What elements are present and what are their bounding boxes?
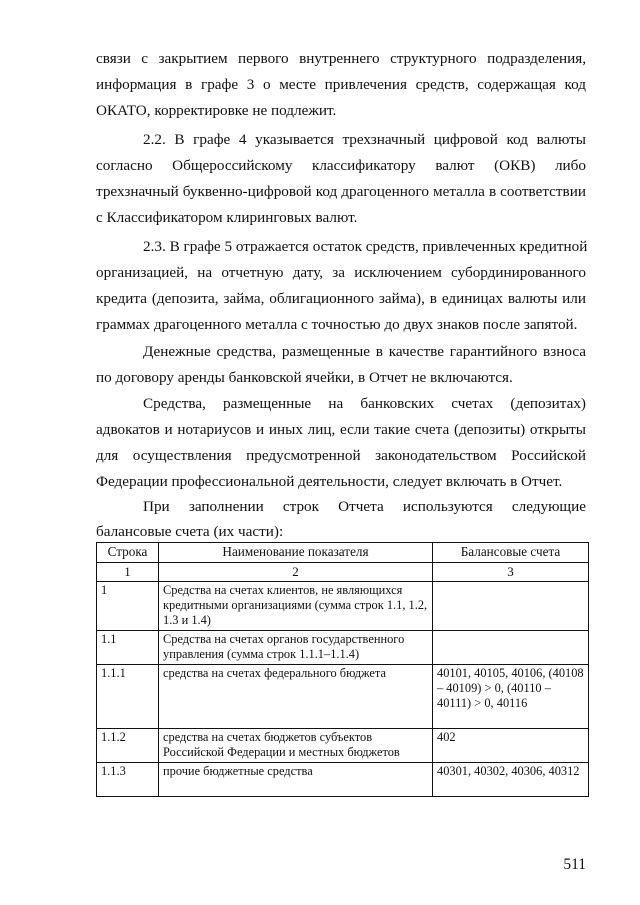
paragraph-line: адвокатов и нотариусов и иных лиц, если такие счета (депозиты) открыты — [96, 421, 586, 438]
row-name: прочие бюджетные средства — [159, 763, 433, 797]
column-number-row — [97, 563, 589, 582]
table-row — [97, 631, 589, 665]
column-number: 1 — [97, 563, 159, 582]
paragraph-line: для осуществления предусмотренной законодательством Российской — [96, 447, 586, 464]
paragraph-line: кредита (депозита, займа, облигационного займа), в единицах валюты или — [96, 290, 586, 307]
column-header-row-code: Строка — [97, 543, 159, 563]
paragraph-line: трехзначный буквенно-цифровой код драгоценного металла в соответствии — [96, 183, 586, 200]
table-row — [97, 729, 589, 763]
row-name: Средства на счетах клиентов, не являющихся кредитными организациями (сумма строк 1.1, 1.2, 1.3 и 1.4) — [159, 582, 433, 631]
paragraph-line: Федерации профессиональной деятельности, следует включать в Отчет. — [96, 473, 563, 490]
paragraph-line: по договору аренды банковской ячейки, в Отчет не включаются. — [96, 369, 513, 386]
paragraph-line: с Классификатором клиринговых валют. — [96, 209, 358, 226]
row-name: средства на счетах федерального бюджета — [159, 665, 433, 729]
paragraph-line: ОКАТО, корректировке не подлежит. — [96, 102, 337, 119]
column-number: 3 — [433, 563, 589, 582]
balance-accounts-table — [96, 542, 589, 797]
row-accounts: 40301, 40302, 40306, 40312 — [433, 763, 589, 797]
row-code: 1.1.2 — [97, 729, 159, 763]
row-code: 1.1.1 — [97, 665, 159, 729]
column-number: 2 — [159, 563, 433, 582]
row-accounts — [433, 631, 589, 665]
paragraph-line: При заполнении строк Отчета используются следующие — [143, 498, 586, 515]
paragraph-line: граммах драгоценного металла с точностью до двух знаков после запятой. — [96, 316, 578, 333]
paragraph-line: Денежные средства, размещенные в качестве гарантийного взноса — [143, 343, 586, 360]
column-header-balance-accounts: Балансовые счета — [433, 543, 589, 563]
table-row — [97, 665, 589, 729]
page-number: 511 — [563, 856, 586, 873]
row-code: 1.1 — [97, 631, 159, 665]
table-header-row — [97, 543, 589, 563]
column-header-indicator-name: Наименование показателя — [159, 543, 433, 563]
row-name: средства на счетах бюджетов субъектов Российской Федерации и местных бюджетов — [159, 729, 433, 763]
paragraph-line: организацией, на отчетную дату, за исключением субординированного — [96, 264, 586, 281]
row-code: 1.1.3 — [97, 763, 159, 797]
row-code: 1 — [97, 582, 159, 631]
row-accounts — [433, 582, 589, 631]
paragraph-line: согласно Общероссийскому классификатору валют (ОКВ) либо — [96, 157, 586, 174]
row-accounts: 402 — [433, 729, 589, 763]
row-name: Средства на счетах органов государственного управления (сумма строк 1.1.1–1.1.4) — [159, 631, 433, 665]
paragraph-line: Средства, размещенные на банковских счетах (депозитах) — [143, 395, 586, 412]
paragraph-line: 2.3. В графе 5 отражается остаток средств, привлеченных кредитной — [143, 238, 588, 255]
table-row — [97, 582, 589, 631]
paragraph-line: связи с закрытием первого внутреннего структурного подразделения, — [96, 50, 586, 67]
row-accounts: 40101, 40105, 40106, (40108 – 40109) > 0, (40110 – 40111) > 0, 40116 — [433, 665, 589, 729]
table-row — [97, 763, 589, 797]
paragraph-line: информация в графе 3 о месте привлечения средств, содержащая код — [96, 76, 586, 93]
paragraph-line: 2.2. В графе 4 указывается трехзначный цифровой код валюты — [143, 131, 586, 148]
paragraph-line: балансовые счета (их части): — [96, 523, 284, 540]
